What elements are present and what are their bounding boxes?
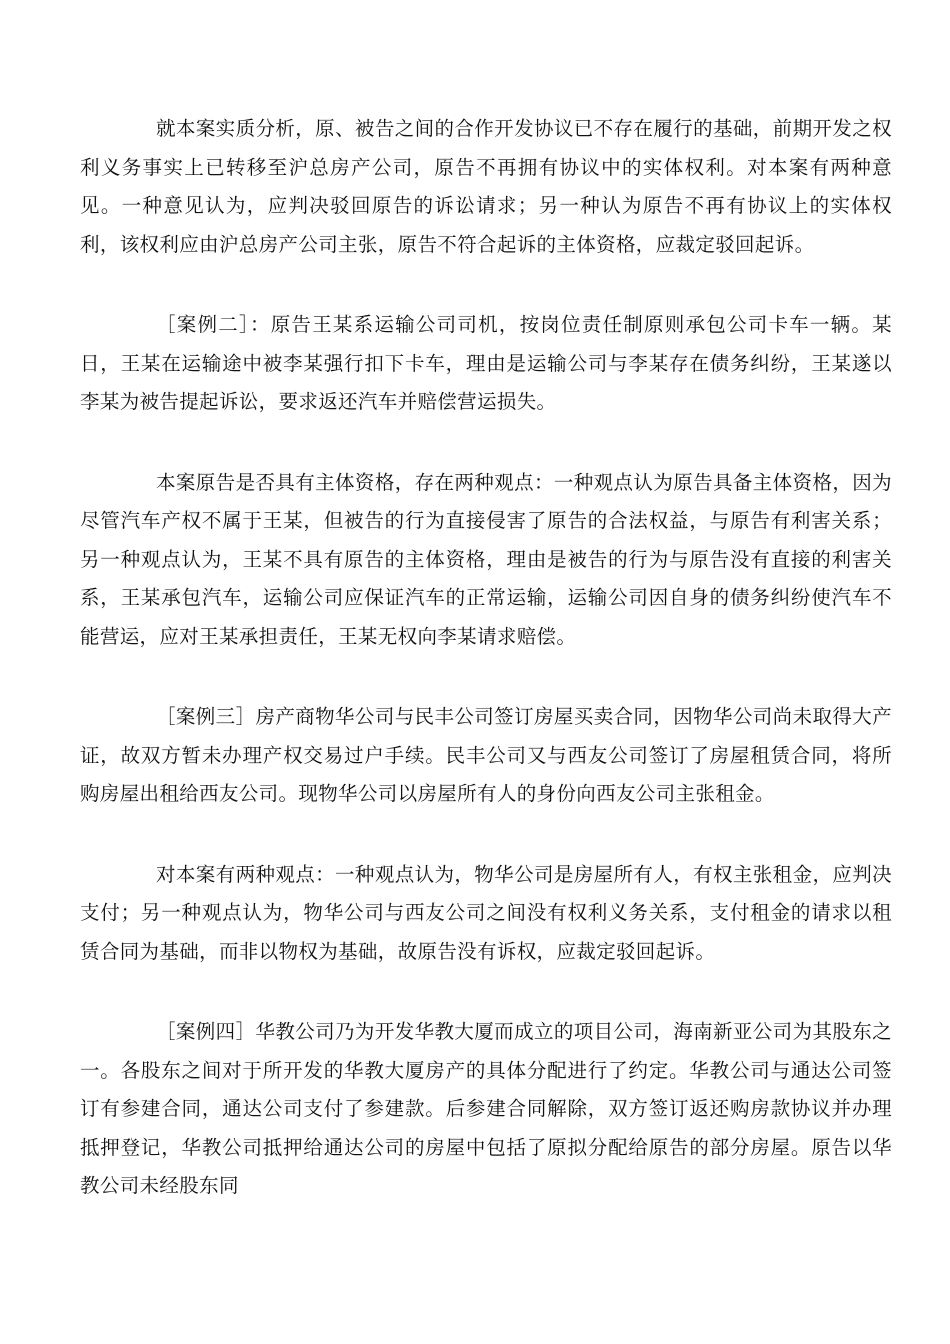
paragraph-case-two-analysis: 本案原告是否具有主体资格，存在两种观点：一种观点认为原告具备主体资格，因为尽管汽车产权不属于王某，但被告的行为直接侵害了原告的合法权益，与原告有利害关系；另一种观点认为，王某不具有原告的主体资格，理由是被告的行为与原告没有直接的利害关系，王某承包汽车，运输公司应保证汽车的正常运输，运输公司因自身的债务纠纷使汽车不能营运，应对王某承担责任，王某无权向李某请求赔偿。 <box>80 470 892 648</box>
paragraph-case-two: ［案例二］：原告王某系运输公司司机，按岗位责任制原则承包公司卡车一辆。某日，王某在运输途中被李某强行扣下卡车，理由是运输公司与李某存在债务纠纷，王某遂以李某为被告提起诉讼，要求返还汽车并赔偿营运损失。 <box>80 313 892 413</box>
paragraph-gap <box>80 814 892 856</box>
paragraph-gap <box>80 422 892 464</box>
paragraph-case-three: ［案例三］房产商物华公司与民丰公司签订房屋买卖合同，因物华公司尚未取得大产证，故双方暂未办理产权交易过户手续。民丰公司又与西友公司签订了房屋租赁合同，将所购房屋出租给西友公司。现物华公司以房屋所有人的身份向西友公司主张租金。 <box>80 705 892 805</box>
paragraph-gap <box>80 656 892 698</box>
document-page <box>80 110 892 1206</box>
paragraph-case-four: ［案例四］华教公司乃为开发华教大厦而成立的项目公司，海南新亚公司为其股东之一。各股东之间对于所开发的华教大厦房产的具体分配进行了约定。华教公司与通达公司签订有参建合同，通达公司支付了参建款。后参建合同解除，双方签订返还购房款协议并办理抵押登记，华教公司抵押给通达公司的房屋中包括了原拟分配给原告的部分房屋。原告以华教公司未经股东同 <box>80 1020 892 1197</box>
paragraph-gap <box>80 971 892 1013</box>
paragraph-gap <box>80 264 892 306</box>
paragraph-analysis: 就本案实质分析，原、被告之间的合作开发协议已不存在履行的基础，前期开发之权利义务事实上已转移至沪总房产公司，原告不再拥有协议中的实体权利。对本案有两种意见。一种意见认为，应判决驳回原告的诉讼请求；另一种认为原告不再有协议上的实体权利，该权利应由沪总房产公司主张，原告不符合起诉的主体资格，应裁定驳回起诉。 <box>80 117 892 256</box>
paragraph-case-three-analysis: 对本案有两种观点：一种观点认为，物华公司是房屋所有人，有权主张租金，应判决支付；另一种观点认为，物华公司与西友公司之间没有权利义务关系，支付租金的请求以租赁合同为基础，而非以物权为基础，故原告没有诉权，应裁定驳回起诉。 <box>80 862 892 963</box>
